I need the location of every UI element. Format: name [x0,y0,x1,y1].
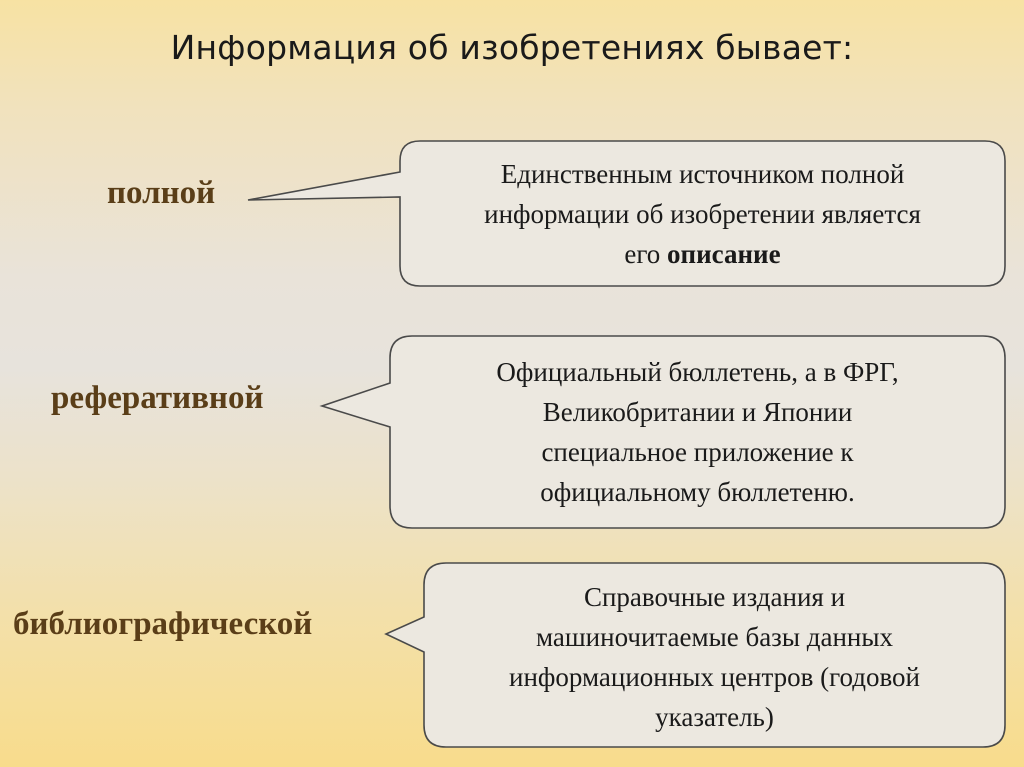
label-abstract: реферативной [51,380,264,416]
box-text-bibliographic [424,577,1005,737]
box-line: машиночитаемые базы данных [536,622,893,652]
box-line: специальное приложение к [541,437,854,467]
emphasis-description: описание [667,239,781,269]
box-line: Справочные издания и [583,582,846,612]
box-line: указатель) [655,702,774,732]
box-text-full [400,154,1005,274]
label-full: полной [107,175,216,211]
box-line: информации об изобретении является [484,199,921,229]
box-line-prefix: его [624,239,668,269]
label-bibliographic: библиографической [13,606,313,642]
box-line [400,234,1005,274]
box-line: информационных центров (годовой [509,662,920,692]
box-line: Официальный бюллетень, а в ФРГ, [496,357,899,387]
box-line: Единственным источником полной [500,159,905,189]
box-line: официальному бюллетеню. [540,477,855,507]
box-text-abstract [390,352,1005,512]
box-line: Великобритании и Японии [542,397,853,427]
page-title: Информация об изобретениях бывает: [170,28,854,67]
